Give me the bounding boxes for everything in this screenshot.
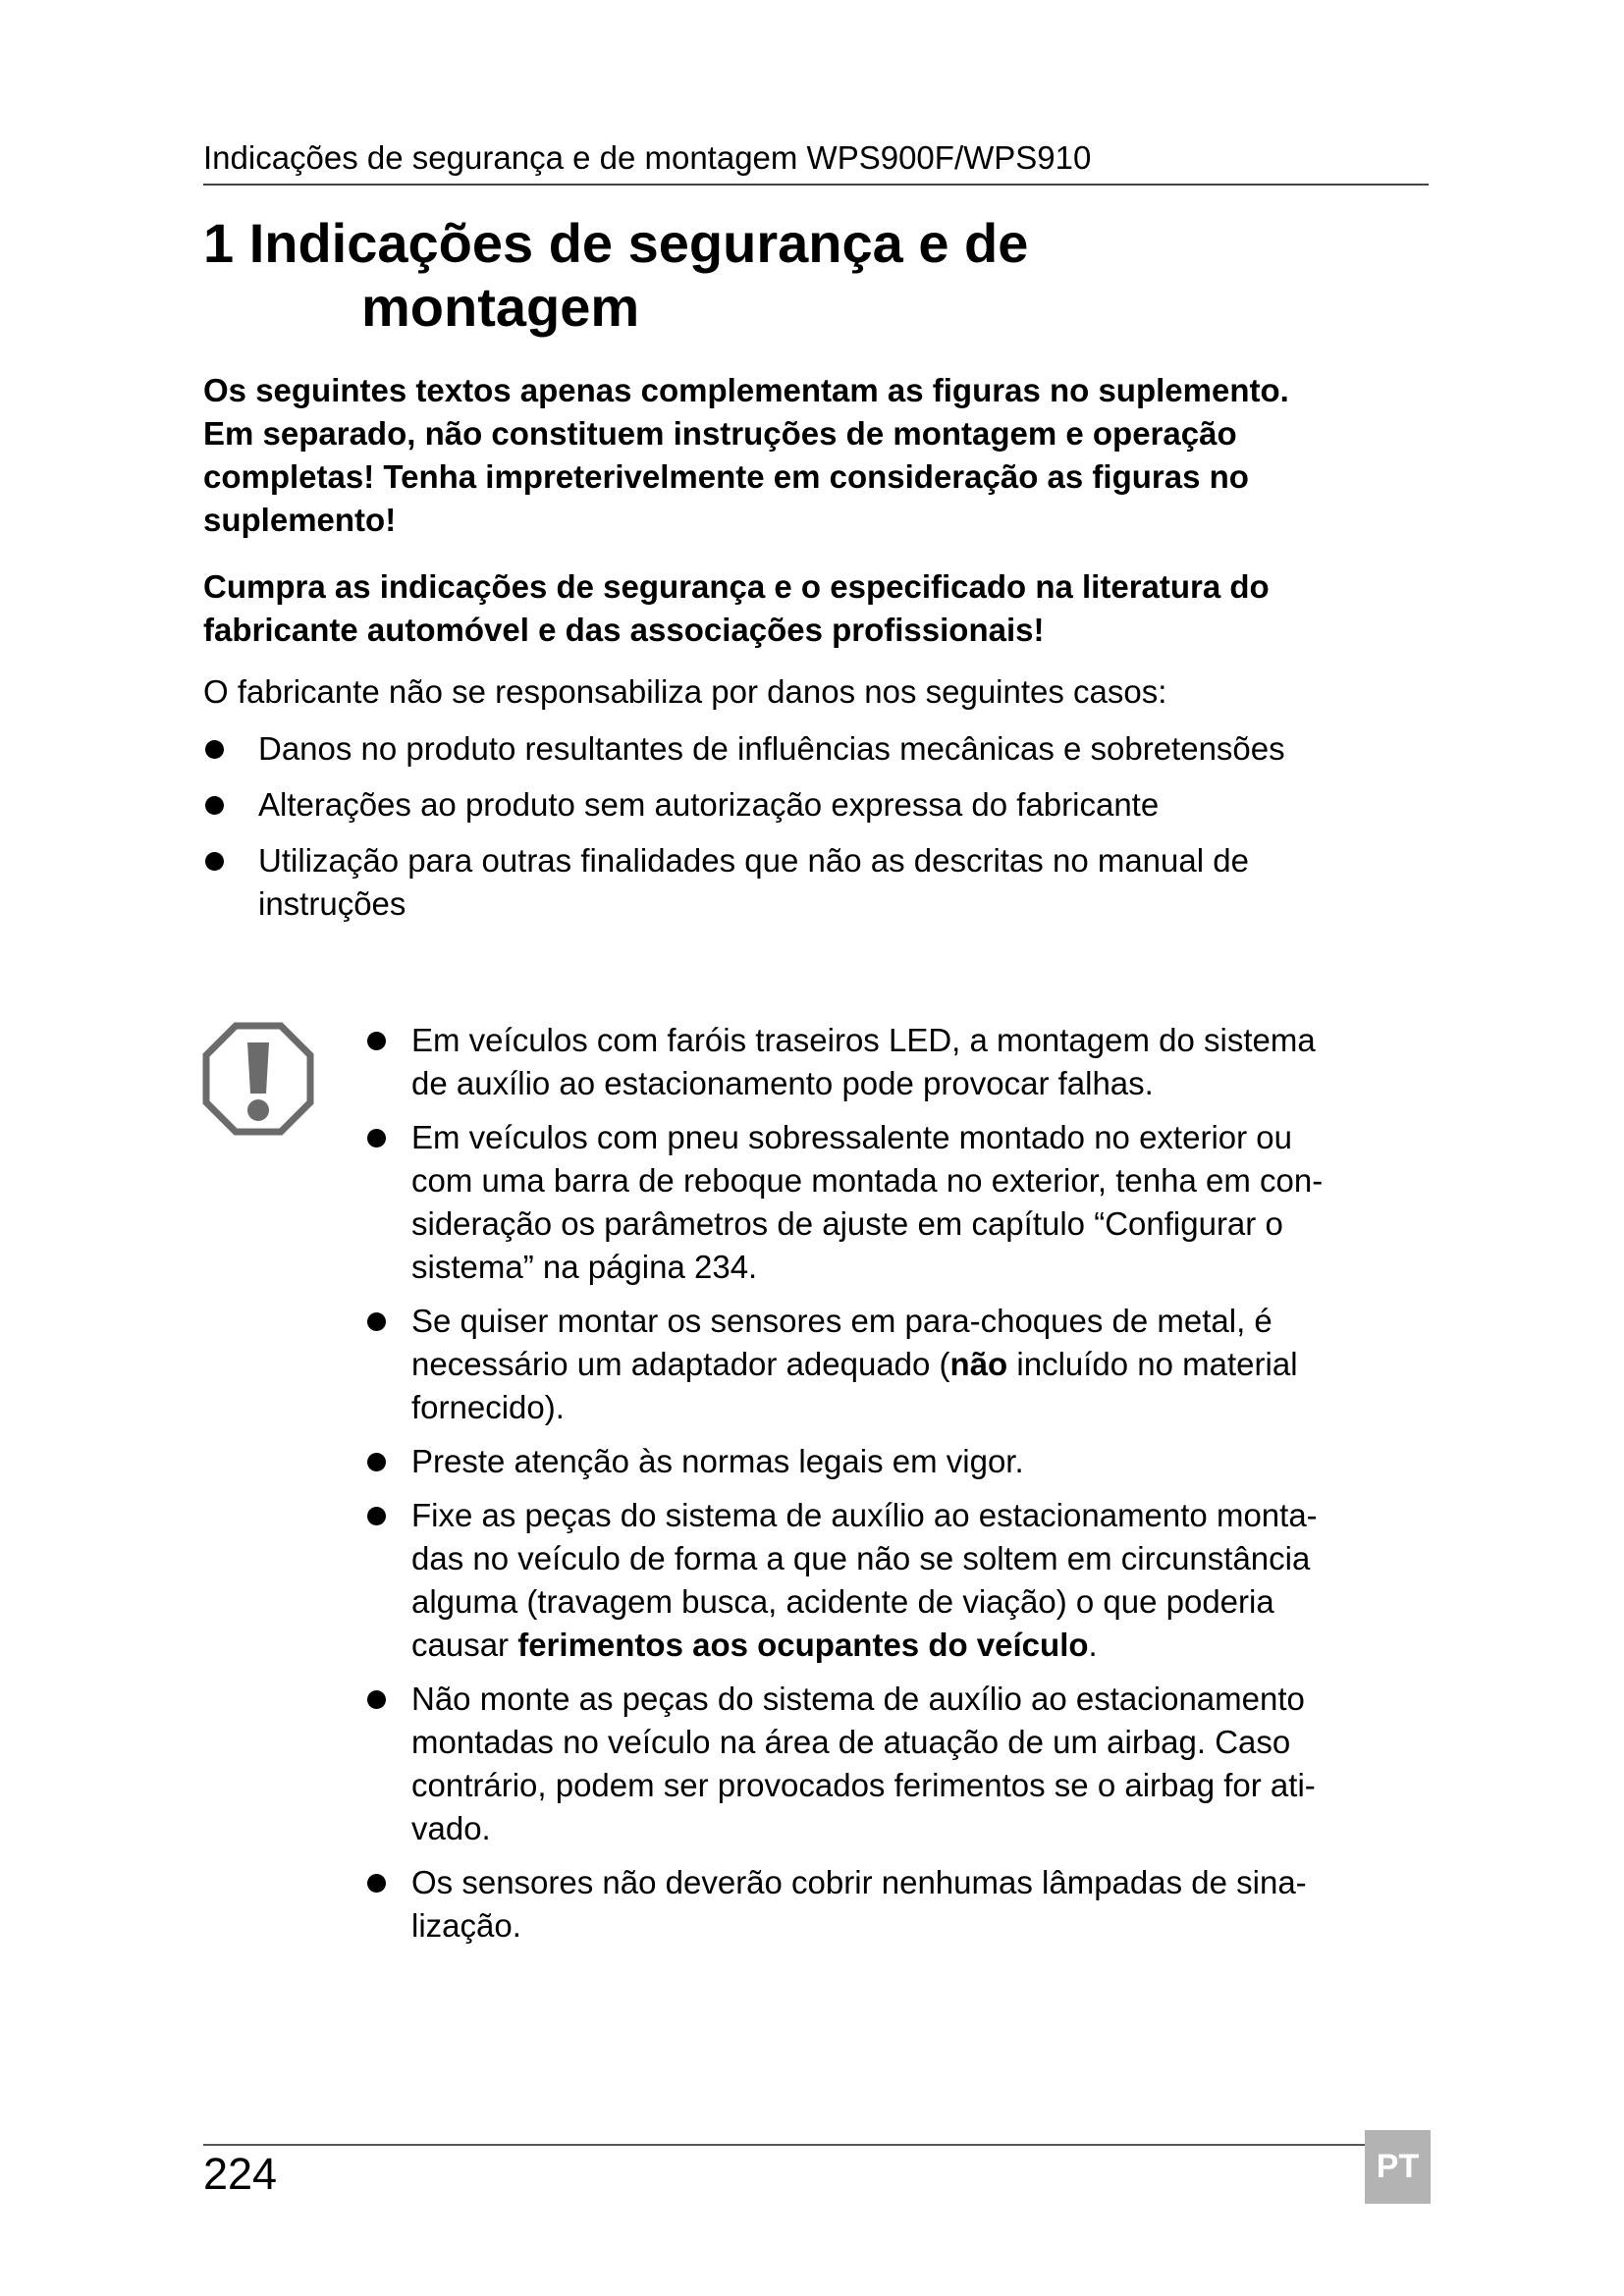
bullet-icon: [205, 852, 224, 871]
list-item-text: Danos no produto resultantes de influências mecânicas e sobretensões: [258, 730, 1285, 767]
bullet-icon: [367, 1032, 386, 1050]
list-item: [358, 1861, 1488, 1948]
list-item: [203, 783, 1480, 827]
list-item: [358, 1678, 1488, 1850]
list-item-text: Em veículos com faróis traseiros LED, a montagem do sistema de auxílio ao estacionamento pode provocar falhas.: [411, 1022, 1316, 1101]
chapter-title-line2: montagem: [361, 276, 640, 338]
page-number: 224: [203, 2149, 278, 2199]
bullet-icon: [367, 1874, 386, 1893]
list-item-text: .: [1088, 1627, 1098, 1663]
list-item: [358, 1300, 1488, 1429]
language-badge: PT: [1365, 2130, 1431, 2204]
compliance-notice: Cumpra as indicações de segurança e o especificado na literatura do fabricante automóvel e das associações profissionais!: [203, 568, 1270, 648]
list-item-text: Alterações ao produto sem autorização expressa do fabricante: [258, 786, 1160, 823]
list-item-text: Preste atenção às normas legais em vigor.: [411, 1443, 1024, 1479]
list-item: [203, 727, 1480, 771]
list-item-text: Fixe as peças do sistema de auxílio ao estacionamento monta- das no veículo de forma a que não se soltem em circunstância alguma (travagem busca, acidente de viação) o que poderia causar: [411, 1497, 1318, 1663]
warning-octagon-icon: [201, 1021, 315, 1137]
bullet-icon: [367, 1129, 386, 1148]
list-item-text: Em veículos com pneu sobressalente montado no exterior ou com uma barra de reboque montada no exterior, tenha em con- sideração os parâmetros de ajuste em capítulo “Configurar o sistema” na página 234.: [411, 1119, 1324, 1285]
list-item-text: Não monte as peças do sistema de auxílio ao estacionamento montadas no veículo na área de atuação de um airbag. Caso contrário, podem ser provocados ferimentos se o airbag for ati- vado.: [411, 1681, 1316, 1846]
bullet-icon: [367, 1312, 386, 1331]
bullet-icon: [205, 796, 224, 815]
running-header: Indicações de segurança e de montagem WPS900F/WPS910: [203, 139, 1092, 176]
bullet-icon: [367, 1453, 386, 1471]
list-item-text: Os sensores não deverão cobrir nenhumas lâmpadas de sina- lização.: [411, 1864, 1307, 1944]
list-item: [358, 1440, 1488, 1483]
emphasis-text: não: [949, 1346, 1008, 1382]
bullet-icon: [205, 740, 224, 759]
liability-list: [203, 727, 1480, 938]
intro-notice: Os seguintes textos apenas complementam as figuras no suplemento. Em separado, não constituem instruções de montagem e operação completas! Tenha impreterivelmente em consideração as figuras no suplemento!: [203, 372, 1289, 538]
list-item: [358, 1019, 1488, 1105]
list-item: [358, 1494, 1488, 1667]
footer-rule: [203, 2144, 1429, 2146]
warning-list: [358, 1019, 1488, 1958]
emphasis-text: ferimentos aos ocupantes do veículo: [517, 1627, 1089, 1663]
list-item-text: Utilização para outras finalidades que não as descritas no manual de instruções: [258, 842, 1249, 922]
header-rule: [203, 184, 1429, 186]
list-item: [358, 1116, 1488, 1289]
liability-intro: O fabricante não se responsabiliza por danos nos seguintes casos:: [203, 673, 1167, 710]
bullet-icon: [367, 1690, 386, 1709]
chapter-title-line1: 1 Indicações de segurança e de: [203, 212, 1029, 274]
list-item: [203, 839, 1480, 926]
bullet-icon: [367, 1507, 386, 1525]
list-item-text: Se quiser montar os sensores em para-choques de metal, é necessário um adaptador adequado (: [411, 1303, 1272, 1382]
list-item-text: incluído no material fornecido).: [411, 1346, 1298, 1425]
